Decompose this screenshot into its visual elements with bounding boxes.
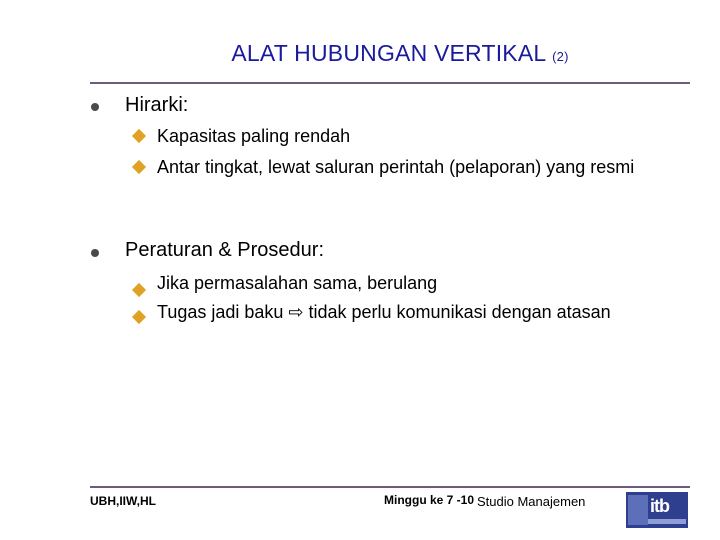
logo-emblem-icon (628, 495, 648, 525)
slide-title (0, 40, 720, 67)
slide-title-main: ALAT HUBUNGAN VERTIKAL (231, 40, 546, 66)
list-item: Tugas jadi baku ⇨ tidak perlu komunikasi dengan atasan (157, 302, 611, 322)
bullet-icon (91, 249, 99, 257)
logo-letters: itb (650, 496, 669, 516)
bullet-icon (91, 103, 99, 111)
logo-tagline-bar (648, 519, 686, 524)
list-item: Jika permasalahan sama, berulang (157, 273, 438, 293)
slide-title-sub: (2) (552, 49, 569, 64)
section-heading-hirarki: Hirarki: (125, 94, 189, 116)
list-item: Kapasitas paling rendah (157, 126, 351, 146)
footer-course: Studio Manajemen (477, 494, 586, 509)
top-divider (90, 82, 690, 84)
section-heading-peraturan: Peraturan & Prosedur: (125, 239, 324, 261)
diamond-bullet-icon (132, 283, 146, 297)
diamond-bullet-icon (132, 129, 146, 143)
diamond-bullet-icon (132, 160, 146, 174)
list-item: Antar tingkat, lewat saluran perintah (pelaporan) yang resmi (157, 157, 635, 177)
diamond-bullet-icon (132, 310, 146, 324)
bottom-divider (90, 486, 690, 488)
footer-authors: UBH,IIW,HL (90, 494, 156, 508)
itb-logo-icon (626, 492, 688, 528)
footer-week: Minggu ke 7 -10 (384, 493, 475, 507)
